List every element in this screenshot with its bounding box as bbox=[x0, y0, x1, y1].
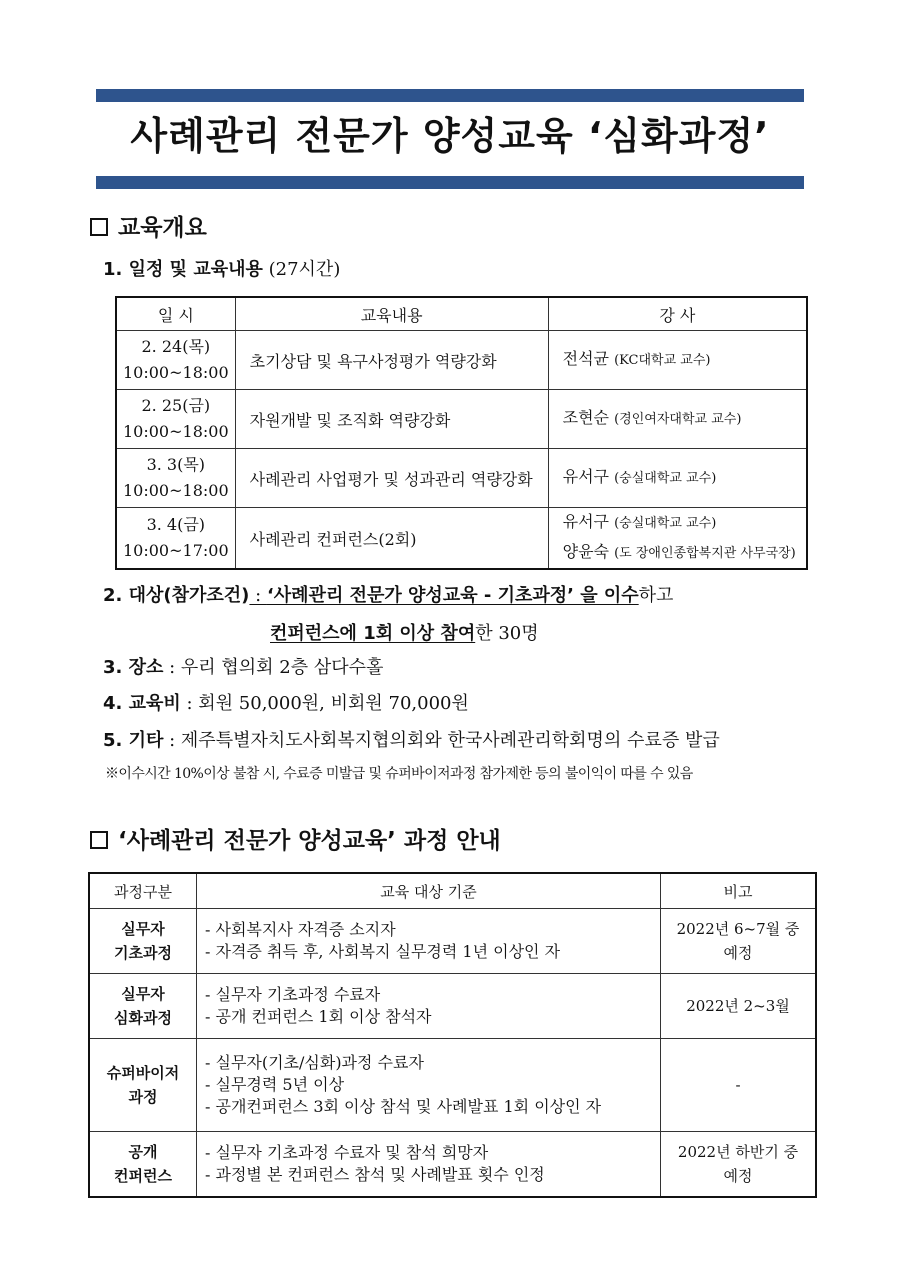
schedule-header-date: 일 시 bbox=[116, 297, 235, 331]
schedule-lecturer: 전석균 (KC대학교 교수) bbox=[548, 331, 807, 390]
course-category: 공개 컨퍼런스 bbox=[89, 1132, 197, 1198]
course-criteria: - 실무자(기초/심화)과정 수료자 - 실무경력 5년 이상 - 공개컨퍼런스 3회 이상 참석 및 사례발표 1회 이상인 자 bbox=[197, 1039, 661, 1132]
course-header-note: 비고 bbox=[661, 873, 817, 909]
schedule-date: 2. 25(금) 10:00~18:00 bbox=[116, 390, 235, 449]
item1-label: 1. 일정 및 교육내용 bbox=[103, 259, 263, 280]
schedule-header-content: 교육내용 bbox=[235, 297, 548, 331]
item2-condition: ‘사례관리 전문가 양성교육 - 기초과정’ 을 이수 bbox=[266, 585, 639, 606]
course-row bbox=[89, 1039, 816, 1132]
course-category: 슈퍼바이저 과정 bbox=[89, 1039, 197, 1132]
schedule-header-row bbox=[116, 297, 807, 331]
title-bar-top bbox=[96, 89, 804, 102]
schedule-lecturer: 조현순 (경인여자대학교 교수) bbox=[548, 390, 807, 449]
course-header-category: 과정구분 bbox=[89, 873, 197, 909]
section1-heading: 교육개요 bbox=[90, 213, 207, 243]
schedule-date: 3. 3(목) 10:00~18:00 bbox=[116, 449, 235, 508]
schedule-content: 사례관리 사업평가 및 성과관리 역량강화 bbox=[235, 449, 548, 508]
course-category: 실무자 기초과정 bbox=[89, 909, 197, 974]
course-row bbox=[89, 909, 816, 974]
attendance-note: ※이수시간 10%이상 불참 시, 수료증 미발급 및 슈퍼바이저과정 참가제한 등의 불이익이 따를 수 있음 bbox=[105, 766, 693, 782]
item5-label: 5. 기타 bbox=[103, 730, 164, 751]
item4-label: 4. 교육비 bbox=[103, 693, 181, 714]
schedule-row bbox=[116, 508, 807, 570]
item1-suffix: (27시간) bbox=[262, 259, 341, 280]
course-category: 실무자 심화과정 bbox=[89, 974, 197, 1039]
schedule-header-lecturer: 강 사 bbox=[548, 297, 807, 331]
schedule-row bbox=[116, 390, 807, 449]
course-note: 2022년 하반기 중 예정 bbox=[661, 1132, 817, 1198]
checkbox-square-icon bbox=[90, 218, 108, 236]
schedule-lecturer: 유서구 (숭실대학교 교수) 양윤숙 (도 장애인종합복지관 사무국장) bbox=[548, 508, 807, 570]
course-row bbox=[89, 1132, 816, 1198]
course-row bbox=[89, 974, 816, 1039]
course-note: 2022년 6~7월 중 예정 bbox=[661, 909, 817, 974]
checkbox-square-icon bbox=[90, 831, 108, 849]
schedule-content: 사례관리 컨퍼런스(2회) bbox=[235, 508, 548, 570]
title-bar-bottom bbox=[96, 176, 804, 189]
course-header-row bbox=[89, 873, 816, 909]
course-table bbox=[88, 872, 817, 1198]
schedule-content: 자원개발 및 조직화 역량강화 bbox=[235, 390, 548, 449]
course-note: - bbox=[661, 1039, 817, 1132]
page-title: 사례관리 전문가 양성교육 ‘심화과정’ bbox=[130, 114, 770, 158]
course-criteria: - 실무자 기초과정 수료자 및 참석 희망자 - 과정별 본 컨퍼런스 참석 및 사례발표 횟수 인정 bbox=[197, 1132, 661, 1198]
course-criteria: - 사회복지사 자격증 소지자 - 자격증 취득 후, 사회복지 실무경력 1년 이상인 자 bbox=[197, 909, 661, 974]
schedule-row bbox=[116, 331, 807, 390]
course-criteria: - 실무자 기초과정 수료자 - 공개 컨퍼런스 1회 이상 참석자 bbox=[197, 974, 661, 1039]
schedule-date: 2. 24(목) 10:00~18:00 bbox=[116, 331, 235, 390]
item2-line2: 컨퍼런스에 1회 이상 참여한 30명 bbox=[270, 623, 539, 644]
item3-label: 3. 장소 bbox=[103, 657, 164, 678]
course-note: 2022년 2~3월 bbox=[661, 974, 817, 1039]
item1-line bbox=[103, 256, 340, 284]
item2-label: 2. 대상(참가조건) bbox=[103, 585, 250, 606]
section2-heading: ‘사례관리 전문가 양성교육’ 과정 안내 bbox=[90, 826, 501, 856]
schedule-date: 3. 4(금) 10:00~17:00 bbox=[116, 508, 235, 570]
schedule-lecturer: 유서구 (숭실대학교 교수) bbox=[548, 449, 807, 508]
item4-line: 4. 교육비 : 회원 50,000원, 비회원 70,000원 bbox=[103, 693, 469, 714]
course-header-criteria: 교육 대상 기준 bbox=[197, 873, 661, 909]
schedule-content: 초기상담 및 욕구사정평가 역량강화 bbox=[235, 331, 548, 390]
item3-line: 3. 장소 : 우리 협의회 2층 삼다수홀 bbox=[103, 657, 384, 678]
item5-line: 5. 기타 : 제주특별자치도사회복지협의회와 한국사례관리학회명의 수료증 발급 bbox=[103, 730, 720, 751]
schedule-row bbox=[116, 449, 807, 508]
schedule-table bbox=[115, 296, 808, 570]
item2-line1: 2. 대상(참가조건) : ‘사례관리 전문가 양성교육 - 기초과정’ 을 이수하고 bbox=[103, 585, 674, 606]
